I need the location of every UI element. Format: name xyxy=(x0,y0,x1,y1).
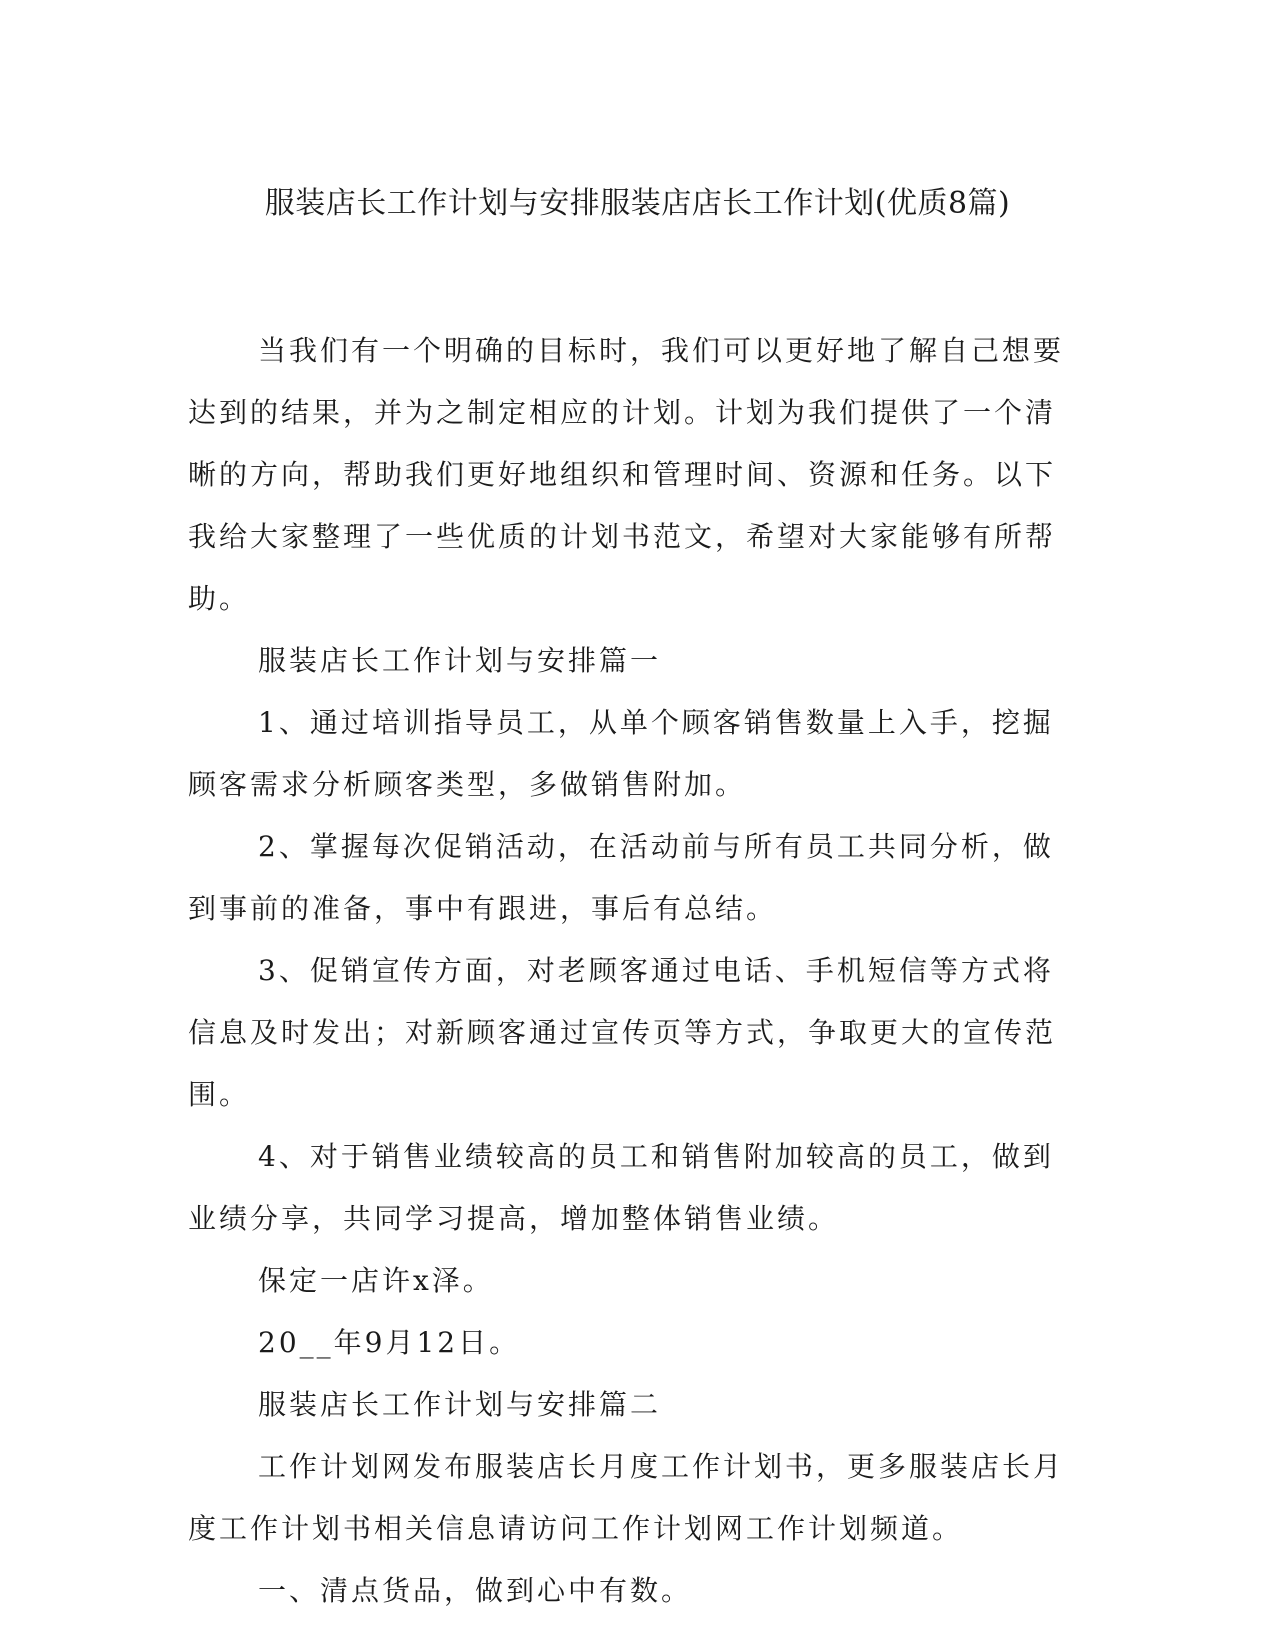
section-heading-2: 服装店长工作计划与安排篇二 xyxy=(258,1388,662,1421)
section-2-intro: 工作计划网发布服装店长月度工作计划书，更多服装店长月度工作计划书相关信息请访问工作计划网工作计划频道。 xyxy=(188,1450,1065,1545)
intro-paragraph: 当我们有一个明确的目标时，我们可以更好地了解自己想要达到的结果，并为之制定相应的计划。计划为我们提供了一个清晰的方向，帮助我们更好地组织和管理时间、资源和任务。以下我给大家整理了一些优质的计划书范文，希望对大家能够有所帮助。 xyxy=(188,334,1065,615)
list-item-4: 4、对于销售业绩较高的员工和销售附加较高的员工，做到业绩分享，共同学习提高，增加整体销售业绩。 xyxy=(188,1140,1054,1235)
page-title: 服装店长工作计划与安排服装店店长工作计划(优质8篇) xyxy=(264,186,1011,221)
section-heading-1: 服装店长工作计划与安排篇一 xyxy=(258,644,662,677)
list-item-1: 1、通过培训指导员工，从单个顾客销售数量上入手，挖掘顾客需求分析顾客类型，多做销售附加。 xyxy=(188,706,1054,801)
list-item-3: 3、促销宣传方面，对老顾客通过电话、手机短信等方式将信息及时发出；对新顾客通过宣传页等方式，争取更大的宣传范围。 xyxy=(188,954,1057,1111)
list-item-2: 2、掌握每次促销活动，在活动前与所有员工共同分析，做到事前的准备，事中有跟进，事后有总结。 xyxy=(188,830,1054,925)
section-2-item-1: 一、清点货品，做到心中有数。 xyxy=(258,1574,693,1607)
document-body xyxy=(188,320,1078,1622)
signature-line: 保定一店许x泽。 xyxy=(258,1264,494,1297)
date-line: 20__年9月12日。 xyxy=(258,1326,521,1359)
